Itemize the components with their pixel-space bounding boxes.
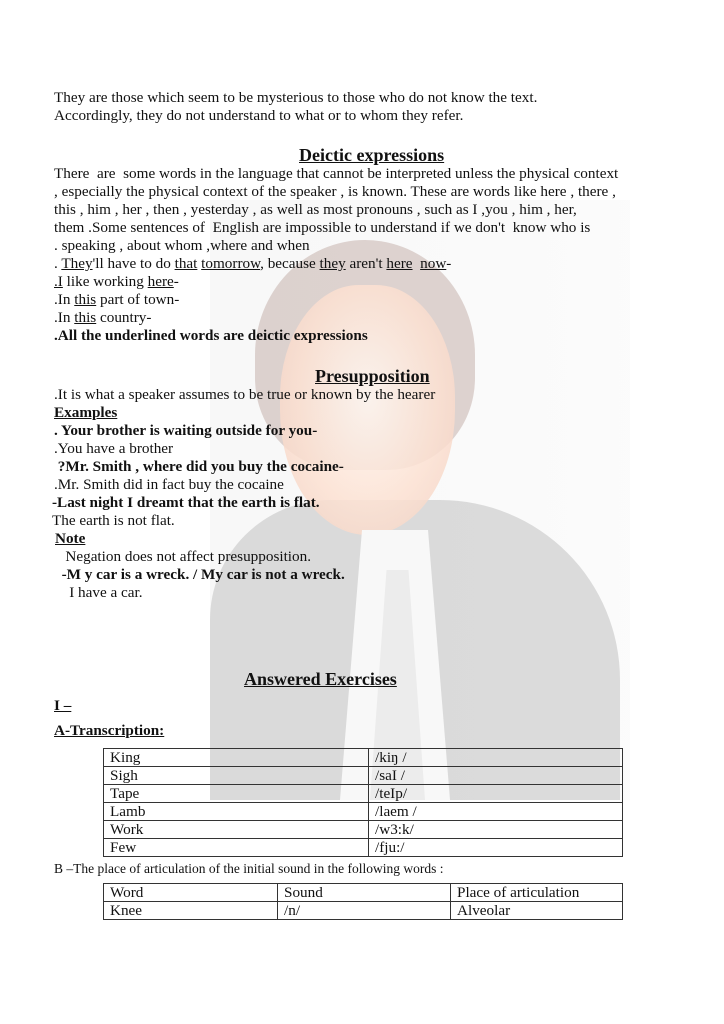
exercise-section-label: I – (54, 697, 72, 714)
note-line: I have a car. (54, 584, 143, 601)
intro-line-2: Accordingly, they do not understand to what or to whom they refer. (54, 107, 464, 124)
word-cell: Tape (104, 785, 369, 803)
transcription-cell: /fju:/ (369, 839, 623, 857)
text: - (446, 255, 452, 272)
deictic-para-line: this , him , her , then , yesterday , as well as most pronouns , such as I ,you , him , her, (54, 201, 577, 218)
examples-label: Examples (54, 404, 118, 421)
deictic-example-3 (54, 291, 179, 309)
table-row (104, 803, 623, 821)
table-row (104, 902, 623, 920)
word-cell: Sigh (104, 767, 369, 785)
underlined-word: now (420, 255, 447, 272)
word-cell: Knee (104, 902, 278, 920)
underlined-word: They (61, 255, 93, 272)
word-cell: King (104, 749, 369, 767)
presupposition-example: .Mr. Smith did in fact buy the cocaine (54, 476, 284, 493)
text (413, 255, 421, 272)
presupposition-example: .You have a brother (54, 440, 174, 457)
table-row (104, 785, 623, 803)
column-header: Sound (278, 884, 451, 902)
presupposition-example: ?Mr. Smith , where did you buy the cocaine- (54, 458, 344, 475)
note-label: Note (55, 530, 86, 547)
table-row (104, 821, 623, 839)
transcription-cell: /w3:k/ (369, 821, 623, 839)
column-header: Word (104, 884, 278, 902)
deictic-para-line: . speaking , about whom ,where and when (54, 237, 310, 254)
table-row (104, 839, 623, 857)
word-cell: Few (104, 839, 369, 857)
underlined-word: this (74, 291, 97, 308)
text: - (173, 273, 179, 290)
articulation-instruction: B –The place of articulation of the initial sound in the following words : (54, 861, 444, 876)
text: .In (54, 291, 75, 308)
text: , because (260, 255, 320, 272)
deictic-example-1 (54, 255, 451, 273)
deictic-para-line: them .Some sentences of English are impossible to understand if we don't know who is (54, 219, 591, 236)
table-row (104, 749, 623, 767)
presupposition-example: The earth is not flat. (52, 512, 175, 529)
underlined-word: that (174, 255, 198, 272)
underlined-word: .I (54, 273, 63, 290)
underlined-word: here (386, 255, 413, 272)
exercises-heading: Answered Exercises (244, 669, 397, 689)
transcription-cell: /laem / (369, 803, 623, 821)
word-cell: Work (104, 821, 369, 839)
table-row (104, 767, 623, 785)
table-header-row (104, 884, 623, 902)
transcription-cell: /saI / (369, 767, 623, 785)
deictic-example-2 (54, 273, 179, 291)
deictic-example-4 (54, 309, 151, 327)
place-cell: Alveolar (451, 902, 623, 920)
underlined-word: here (147, 273, 174, 290)
underlined-word: tomorrow (201, 255, 261, 272)
presupposition-definition: .It is what a speaker assumes to be true or known by the hearer (54, 386, 436, 403)
note-line: -M y car is a wreck. / My car is not a wreck. (54, 566, 345, 583)
text: aren't (345, 255, 387, 272)
text: like working (62, 273, 148, 290)
text: .In (54, 309, 75, 326)
presupposition-example: . Your brother is waiting outside for you- (54, 422, 318, 439)
transcription-cell: /teIp/ (369, 785, 623, 803)
column-header: Place of articulation (451, 884, 623, 902)
deictic-conclusion: .All the underlined words are deictic expressions (54, 327, 368, 344)
text: country- (96, 309, 152, 326)
presupposition-heading: Presupposition (315, 366, 430, 386)
text: . (54, 255, 62, 272)
articulation-table (103, 883, 623, 920)
transcription-label: A-Transcription: (54, 722, 165, 739)
transcription-cell: /kiŋ / (369, 749, 623, 767)
word-cell: Lamb (104, 803, 369, 821)
underlined-word: they (319, 255, 346, 272)
deictic-para-line: , especially the physical context of the speaker , is known. These are words like here , there , (54, 183, 616, 200)
presupposition-example: -Last night I dreamt that the earth is flat. (52, 494, 320, 511)
deictic-para-line: There are some words in the language that cannot be interpreted unless the physical context (54, 165, 619, 182)
underlined-word: this (74, 309, 97, 326)
text: 'll have to do (92, 255, 175, 272)
deictic-heading: Deictic expressions (299, 145, 445, 165)
text: part of town- (96, 291, 180, 308)
transcription-table (103, 748, 623, 857)
sound-cell: /n/ (278, 902, 451, 920)
intro-line-1: They are those which seem to be mysterious to those who do not know the text. (54, 89, 538, 106)
note-line: Negation does not affect presupposition. (54, 548, 312, 565)
